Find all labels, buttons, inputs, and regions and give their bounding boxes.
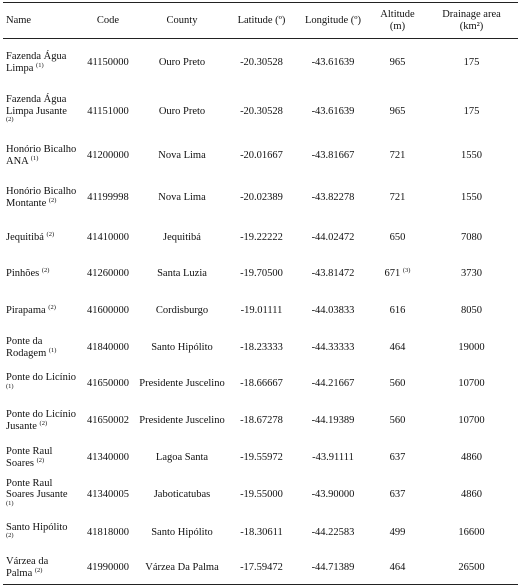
cell-latitude xyxy=(227,256,296,293)
cell-drainage-area-text: 3730 xyxy=(461,268,482,280)
cell-drainage-area xyxy=(425,476,518,515)
cell-altitude-text: 965 xyxy=(389,105,406,117)
cell-name xyxy=(3,515,79,552)
cell-code xyxy=(79,221,137,256)
cell-name xyxy=(3,87,79,137)
cell-latitude-text: -18.66667 xyxy=(240,377,283,389)
cell-drainage-area xyxy=(425,87,518,137)
cell-name xyxy=(3,330,79,366)
cell-longitude-text: -43.90000 xyxy=(311,489,355,501)
cell-latitude-text: -20.30528 xyxy=(240,105,283,117)
cell-code xyxy=(79,476,137,515)
cell-name-text: Pinhões xyxy=(6,268,40,280)
cell-altitude-text: 464 xyxy=(389,562,406,573)
cell-latitude xyxy=(227,402,296,440)
cell-name-footnote: (2) xyxy=(6,116,14,124)
cell-altitude xyxy=(370,440,425,476)
cell-drainage-area-text: 4860 xyxy=(461,489,482,501)
cell-county-text: Presidente Juscelino xyxy=(139,414,225,426)
table-row xyxy=(3,39,518,87)
cell-county-text: Santo Hipólito xyxy=(151,341,213,353)
cell-code-text: 41410000 xyxy=(87,232,129,244)
cell-name-text: Fazenda Água Limpa xyxy=(6,51,67,74)
cell-code-text: 41840000 xyxy=(87,341,129,353)
table-row xyxy=(3,402,518,440)
table-row xyxy=(3,440,518,476)
cell-longitude-text: -44.21667 xyxy=(311,377,355,389)
cell-name xyxy=(3,440,79,476)
header-altitude: Altitude (m) xyxy=(370,3,425,39)
cell-drainage-area-text: 1550 xyxy=(461,191,482,203)
cell-name-text: Fazenda Água Limpa Jusante xyxy=(6,94,67,117)
cell-latitude-text: -19.70500 xyxy=(240,268,283,280)
cell-county xyxy=(137,256,227,293)
cell-latitude xyxy=(227,552,296,585)
cell-longitude-text: -44.19389 xyxy=(311,414,355,426)
cell-drainage-area xyxy=(425,330,518,366)
cell-code-text: 41990000 xyxy=(87,562,129,573)
cell-longitude-text: -44.71389 xyxy=(311,562,355,573)
cell-code-text: 41150000 xyxy=(87,57,129,68)
cell-name xyxy=(3,221,79,256)
cell-longitude-text: -44.03833 xyxy=(311,305,355,317)
cell-altitude xyxy=(370,552,425,585)
cell-latitude xyxy=(227,137,296,175)
table-row xyxy=(3,221,518,256)
cell-name-footnote: (2) xyxy=(48,196,57,204)
cell-code-text: 41151000 xyxy=(87,105,129,117)
cell-name-footnote: (2) xyxy=(46,231,55,239)
cell-county-text: Jequitibá xyxy=(163,232,201,244)
cell-altitude-text: 721 xyxy=(389,149,406,161)
cell-longitude-text: -43.81667 xyxy=(311,149,355,161)
cell-name-text: Ponte Raul Soares Jusante xyxy=(6,477,68,501)
cell-name-footnote: (1) xyxy=(36,61,44,69)
cell-drainage-area xyxy=(425,402,518,440)
cell-name-footnote: (1) xyxy=(30,154,39,162)
cell-drainage-area-text: 4860 xyxy=(461,451,482,463)
header-drainage-label: Drainage area xyxy=(442,9,501,20)
cell-county xyxy=(137,175,227,221)
cell-longitude xyxy=(296,515,370,552)
cell-altitude xyxy=(370,137,425,175)
cell-drainage-area-text: 10700 xyxy=(458,377,485,389)
cell-longitude-text: -44.02472 xyxy=(311,232,355,244)
cell-county-text: Nova Lima xyxy=(158,149,206,161)
cell-latitude xyxy=(227,87,296,137)
cell-latitude xyxy=(227,515,296,552)
header-longitude: Longitude (º) xyxy=(296,3,370,39)
cell-longitude xyxy=(296,366,370,402)
table-row xyxy=(3,256,518,293)
cell-latitude-text: -20.01667 xyxy=(240,149,283,161)
cell-altitude-footnote: (3) xyxy=(402,267,411,275)
cell-altitude xyxy=(370,402,425,440)
cell-altitude-text: 965 xyxy=(389,57,406,68)
cell-county xyxy=(137,137,227,175)
cell-county xyxy=(137,515,227,552)
cell-latitude-text: -18.30611 xyxy=(240,527,283,539)
cell-county xyxy=(137,87,227,137)
cell-name-footnote: (2) xyxy=(48,304,56,312)
cell-longitude-text: -44.33333 xyxy=(311,341,355,353)
table-row xyxy=(3,515,518,552)
cell-county xyxy=(137,221,227,256)
cell-drainage-area xyxy=(425,175,518,221)
cell-altitude xyxy=(370,330,425,366)
cell-county xyxy=(137,476,227,515)
cell-altitude xyxy=(370,366,425,402)
cell-code-text: 41818000 xyxy=(87,527,129,539)
cell-code-text: 41650000 xyxy=(87,377,129,389)
cell-latitude xyxy=(227,175,296,221)
cell-county-text: Cordisburgo xyxy=(155,305,209,317)
cell-name-text: Várzea da Palma xyxy=(6,556,49,579)
cell-code-text: 41340005 xyxy=(87,489,129,501)
cell-drainage-area-text: 26500 xyxy=(458,562,485,573)
table-row xyxy=(3,476,518,515)
cell-code xyxy=(79,440,137,476)
cell-longitude xyxy=(296,330,370,366)
cell-altitude xyxy=(370,515,425,552)
cell-name-text: Honório Bicalho Montante xyxy=(6,186,77,209)
cell-county xyxy=(137,39,227,87)
cell-drainage-area-text: 7080 xyxy=(461,232,482,244)
cell-county-text: Ouro Preto xyxy=(158,57,206,68)
cell-drainage-area-text: 10700 xyxy=(458,414,485,426)
cell-altitude xyxy=(370,293,425,330)
cell-name-footnote: (2) xyxy=(41,267,50,275)
table-row xyxy=(3,293,518,330)
cell-drainage-area xyxy=(425,552,518,585)
cell-longitude xyxy=(296,552,370,585)
cell-name-text: Jequitibá xyxy=(6,232,44,244)
cell-altitude-text: 464 xyxy=(389,341,406,353)
cell-drainage-area xyxy=(425,515,518,552)
cell-code xyxy=(79,515,137,552)
cell-latitude-text: -20.30528 xyxy=(240,57,283,68)
header-row xyxy=(3,3,518,39)
cell-county xyxy=(137,293,227,330)
cell-latitude-text: -20.02389 xyxy=(240,191,283,203)
cell-drainage-area-text: 175 xyxy=(463,57,480,68)
cell-altitude-text: 671 xyxy=(384,268,401,280)
cell-altitude-text: 721 xyxy=(389,191,406,203)
cell-code xyxy=(79,293,137,330)
cell-name-text: Ponte Raul Soares xyxy=(6,446,53,469)
cell-longitude-text: -43.81472 xyxy=(311,268,355,280)
table-body xyxy=(3,39,518,585)
cell-code xyxy=(79,256,137,293)
cell-drainage-area-text: 19000 xyxy=(458,341,485,353)
header-drainage-area xyxy=(425,3,518,39)
cell-latitude xyxy=(227,221,296,256)
header-latitude: Latitude (º) xyxy=(227,3,296,39)
table-row xyxy=(3,137,518,175)
cell-latitude-text: -19.55972 xyxy=(240,451,283,463)
cell-altitude-text: 650 xyxy=(389,232,406,244)
cell-altitude xyxy=(370,476,425,515)
cell-latitude-text: -17.59472 xyxy=(240,562,283,573)
cell-longitude-text: -43.61639 xyxy=(311,57,355,68)
header-county: County xyxy=(137,3,227,39)
cell-longitude xyxy=(296,293,370,330)
cell-latitude-text: -18.67278 xyxy=(240,414,283,426)
cell-name-text: Ponte da Rodagem xyxy=(6,336,47,359)
cell-altitude-text: 637 xyxy=(389,451,406,463)
cell-altitude xyxy=(370,175,425,221)
cell-county-text: Ouro Preto xyxy=(158,105,206,117)
cell-drainage-area xyxy=(425,137,518,175)
cell-latitude xyxy=(227,440,296,476)
cell-code xyxy=(79,366,137,402)
cell-latitude xyxy=(227,293,296,330)
cell-name-footnote: (2) xyxy=(36,456,45,464)
cell-name-footnote: (2) xyxy=(6,532,14,539)
cell-altitude xyxy=(370,256,425,293)
cell-name xyxy=(3,39,79,87)
cell-altitude xyxy=(370,221,425,256)
cell-altitude-text: 499 xyxy=(389,527,406,539)
cell-drainage-area-text: 16600 xyxy=(458,527,485,539)
cell-county-text: Nova Lima xyxy=(158,191,206,203)
cell-county-text: Jaboticatubas xyxy=(153,489,211,501)
cell-county-text: Santo Hipólito xyxy=(151,527,213,539)
cell-altitude-text: 616 xyxy=(389,305,406,317)
cell-altitude xyxy=(370,87,425,137)
cell-latitude-text: -19.01111 xyxy=(240,305,283,317)
cell-name xyxy=(3,552,79,585)
cell-longitude xyxy=(296,137,370,175)
cell-name xyxy=(3,366,79,402)
cell-name-text: Ponte do Licínio xyxy=(6,372,76,383)
cell-name xyxy=(3,293,79,330)
cell-drainage-area-text: 8050 xyxy=(461,305,482,317)
cell-code-text: 41600000 xyxy=(87,305,129,317)
cell-code-text: 41200000 xyxy=(87,149,129,161)
cell-drainage-area xyxy=(425,39,518,87)
cell-longitude xyxy=(296,402,370,440)
cell-code-text: 41340000 xyxy=(87,451,129,463)
cell-name-text: Ponte do Licínio Jusante xyxy=(6,409,76,432)
table-row xyxy=(3,330,518,366)
cell-county xyxy=(137,552,227,585)
cell-drainage-area xyxy=(425,221,518,256)
cell-longitude xyxy=(296,87,370,137)
cell-code xyxy=(79,552,137,585)
cell-name xyxy=(3,476,79,515)
cell-name-footnote: (1) xyxy=(48,346,57,354)
cell-altitude xyxy=(370,39,425,87)
cell-latitude-text: -18.23333 xyxy=(240,341,283,353)
table-row xyxy=(3,87,518,137)
cell-drainage-area xyxy=(425,366,518,402)
cell-code xyxy=(79,39,137,87)
cell-code xyxy=(79,137,137,175)
cell-longitude xyxy=(296,440,370,476)
cell-name xyxy=(3,175,79,221)
cell-name xyxy=(3,402,79,440)
cell-longitude-text: -44.22583 xyxy=(311,527,355,539)
cell-altitude-text: 637 xyxy=(389,489,406,501)
cell-county xyxy=(137,402,227,440)
cell-county xyxy=(137,366,227,402)
cell-longitude xyxy=(296,256,370,293)
cell-latitude xyxy=(227,39,296,87)
cell-county xyxy=(137,330,227,366)
cell-drainage-area-text: 1550 xyxy=(461,149,482,161)
cell-longitude xyxy=(296,221,370,256)
cell-name-text: Santo Hipólito xyxy=(6,521,68,533)
cell-altitude-text: 560 xyxy=(389,414,406,426)
cell-drainage-area xyxy=(425,256,518,293)
header-drainage-unit: (km²) xyxy=(459,20,484,32)
cell-latitude xyxy=(227,476,296,515)
cell-name-text: Honório Bicalho ANA xyxy=(6,144,77,167)
cell-latitude xyxy=(227,330,296,366)
cell-county-text: Santa Luzia xyxy=(157,268,207,280)
header-code: Code xyxy=(79,3,137,39)
cell-code xyxy=(79,330,137,366)
cell-name-footnote: (2) xyxy=(39,419,48,427)
cell-code xyxy=(79,87,137,137)
cell-drainage-area xyxy=(425,440,518,476)
cell-name-text: Pirapama xyxy=(6,305,46,317)
cell-latitude-text: -19.22222 xyxy=(240,232,283,244)
table-row xyxy=(3,366,518,402)
cell-code xyxy=(79,175,137,221)
cell-longitude-text: -43.61639 xyxy=(311,105,355,117)
cell-longitude xyxy=(296,175,370,221)
cell-county-text: Lagoa Santa xyxy=(155,451,209,463)
cell-latitude xyxy=(227,366,296,402)
cell-longitude-text: -43.82278 xyxy=(311,191,355,203)
stations-table xyxy=(3,2,518,585)
cell-code-text: 41260000 xyxy=(87,268,129,280)
cell-county xyxy=(137,440,227,476)
table-row xyxy=(3,175,518,221)
cell-longitude xyxy=(296,476,370,515)
cell-drainage-area xyxy=(425,293,518,330)
header-name: Name xyxy=(3,3,79,39)
cell-longitude xyxy=(296,39,370,87)
cell-county-text: Presidente Juscelino xyxy=(139,377,225,389)
cell-longitude-text: -43.91111 xyxy=(312,451,354,463)
table-row xyxy=(3,552,518,585)
cell-name xyxy=(3,137,79,175)
cell-code xyxy=(79,402,137,440)
cell-name-footnote: (2) xyxy=(34,566,43,574)
cell-drainage-area-text: 175 xyxy=(463,105,480,117)
cell-code-text: 41199998 xyxy=(87,191,129,203)
cell-county-text: Várzea Da Palma xyxy=(145,562,219,573)
cell-name-footnote: (1) xyxy=(6,499,14,507)
cell-code-text: 41650002 xyxy=(87,414,129,426)
cell-altitude-text: 560 xyxy=(389,377,406,389)
cell-name-footnote: (1) xyxy=(6,382,14,390)
cell-latitude-text: -19.55000 xyxy=(240,489,283,501)
cell-name xyxy=(3,256,79,293)
